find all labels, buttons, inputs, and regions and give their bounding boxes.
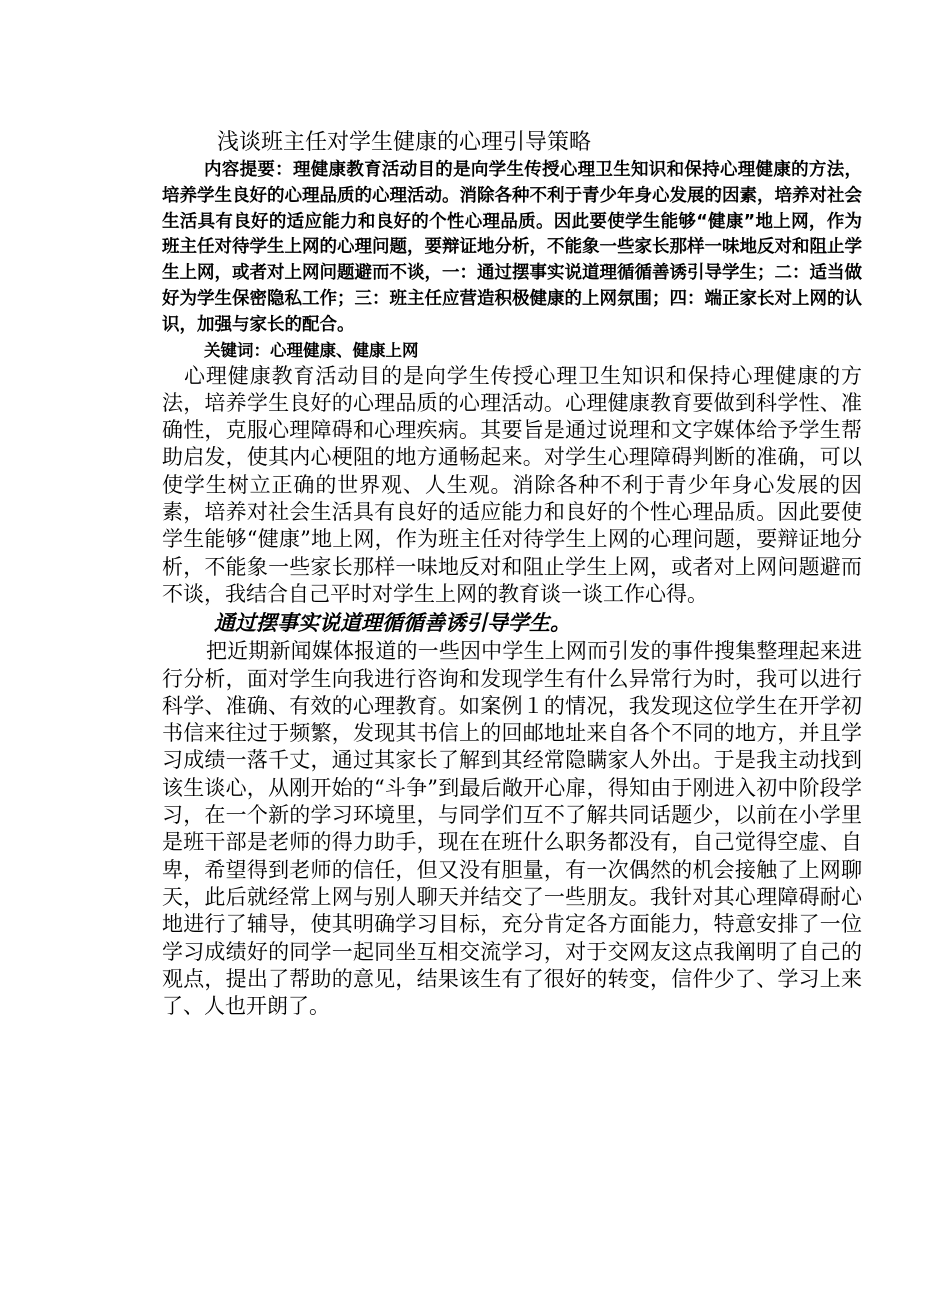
keywords-line: 关键词：心理健康、健康上网 [204, 340, 419, 360]
section-heading-1: 通过摆事实说道理循循善诱引导学生。 [214, 610, 571, 636]
abstract-paragraph: 内容提要：理健康教育活动目的是向学生传授心理卫生知识和保持心理健康的方法，培养学生良好的心理品质的心理活动。消除各种不利于青少年身心发展的因素，培养对社会生活具有良好的适应能力和良好的个性心理品质。因此要使学生能够“健康”地上网，作为班主任对待学生上网的心理问题，要辩证地分析，不能象一些家长那样一味地反对和阻止学生上网，或者对上网问题避而不谈，一：通过摆事实说道理循循善诱引导学生；二：适当做好为学生保密隐私工作；三：班主任应营造积极健康的上网氛围；四：端正家长对上网的认识，加强与家长的配合。 [162, 160, 862, 335]
section-paragraph-1: 把近期新闻媒体报道的一些因中学生上网而引发的事件搜集整理起来进行分析，面对学生向我进行咨询和发现学生有什么异常行为时，我可以进行科学、准确、有效的心理教育。如案例１的情况，我发现这位学生在开学初书信来往过于频繁，发现其书信上的回邮地址来自各个不同的地方，并且学习成绩一落千丈，通过其家长了解到其经常隐瞒家人外出。于是我主动找到该生谈心，从刚开始的“斗争”到最后敞开心扉，得知由于刚进入初中阶段学习，在一个新的学习环境里，与同学们互不了解共同话题少，以前在小学里是班干部是老师的得力助手，现在在班什么职务都没有，自己觉得空虚、自卑，希望得到老师的信任，但又没有胆量，有一次偶然的机会接触了上网聊天，此后就经常上网与别人聊天并结交了一些朋友。我针对其心理障碍耐心地进行了辅导，使其明确学习目标，充分肯定各方面能力，特意安排了一位学习成绩好的同学一起同坐互相交流学习，对于交网友这点我阐明了自己的观点，提出了帮助的意见，结果该生有了很好的转变，信件少了、学习上来了、人也开朗了。 [162, 639, 862, 1019]
document-page [162, 128, 862, 1020]
intro-paragraph: 心理健康教育活动目的是向学生传授心理卫生知识和保持心理健康的方法，培养学生良好的心理品质的心理活动。心理健康教育要做到科学性、准确性，克服心理障碍和心理疾病。其要旨是通过说理和文字媒体给予学生帮助启发，使其内心梗阻的地方通畅起来。对学生心理障碍判断的准确，可以使学生树立正确的世界观、人生观。消除各种不利于青少年身心发展的因素，培养对社会生活具有良好的适应能力和良好的个性心理品质。因此要使学生能够“健康”地上网，作为班主任对待学生上网的心理问题，要辩证地分析，不能象一些家长那样一味地反对和阻止学生上网，或者对上网问题避而不谈，我结合自己平时对学生上网的教育谈一谈工作心得。 [162, 363, 862, 606]
document-title: 浅谈班主任对学生健康的心理引导策略 [217, 130, 592, 155]
